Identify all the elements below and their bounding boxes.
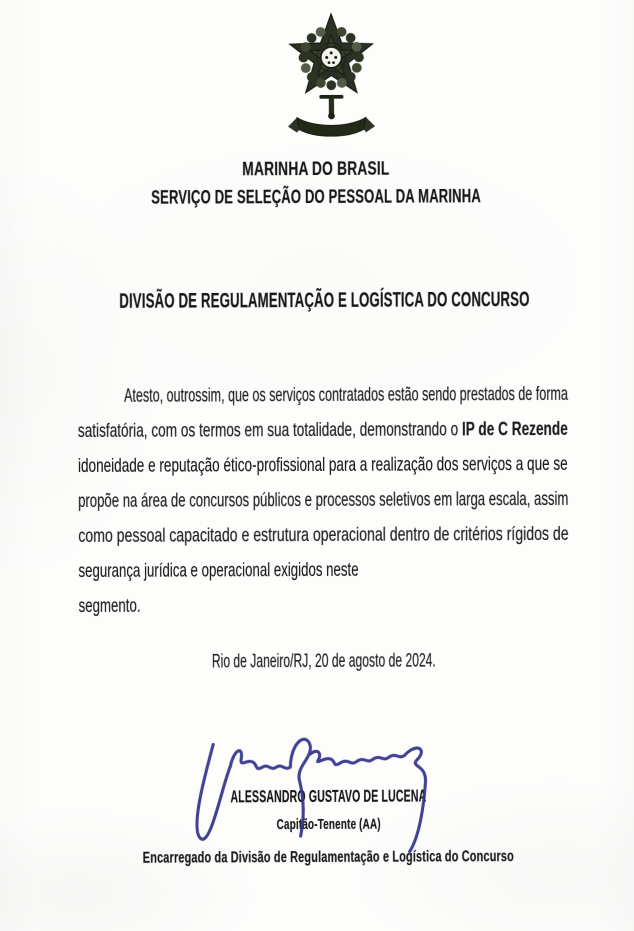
date-line: Rio de Janeiro/RJ, 20 de agosto de 2024. xyxy=(211,649,436,673)
service-name-row xyxy=(0,186,633,211)
signatory-role-row xyxy=(22,848,634,869)
body-line: propõe na área de concursos públicos e processos seletivos em larga escala, assim xyxy=(78,487,569,513)
body-line: satisfatória, com os termos em sua totalidade, demonstrando o IP de C Rezende xyxy=(77,417,568,443)
signatory-role: Encarregado da Divisão de Regulamentação e Logística do Concurso xyxy=(143,848,515,867)
body-line: segurança jurídica e operacional exigidos neste segmento. xyxy=(78,558,359,618)
service-name: SERVIÇO DE SELEÇÃO DO PESSOAL DA MARINHA xyxy=(150,186,481,209)
org-name-row xyxy=(0,158,633,183)
body-line: Atesto, outrossim, que os serviços contratados estão sendo prestados de forma xyxy=(124,382,568,407)
date-line-row xyxy=(13,649,634,675)
division-title-row xyxy=(0,288,633,315)
signatory-name: ALESSANDRO GUSTAVO DE LUCENA xyxy=(230,785,427,807)
brazil-coat-of-arms-icon xyxy=(286,5,377,155)
signatory-name-row xyxy=(21,785,634,809)
org-name: MARINHA DO BRASIL xyxy=(242,158,390,181)
division-title: DIVISÃO DE REGULAMENTAÇÃO E LOGÍSTICA DO CONCURSO xyxy=(119,288,530,313)
signatory-rank: Capitão-Tenente (AA) xyxy=(276,815,381,834)
body-line: idoneidade e reputação ético-profissional para a realização dos serviços a que se xyxy=(77,452,568,478)
bold-company-ref: IP de C Rezende xyxy=(461,417,568,441)
signatory-rank-row xyxy=(22,815,634,835)
body-line: como pessoal capacitado e estrutura operacional dentro de critérios rígidos de xyxy=(78,522,569,548)
attestation-paragraph xyxy=(77,377,579,618)
